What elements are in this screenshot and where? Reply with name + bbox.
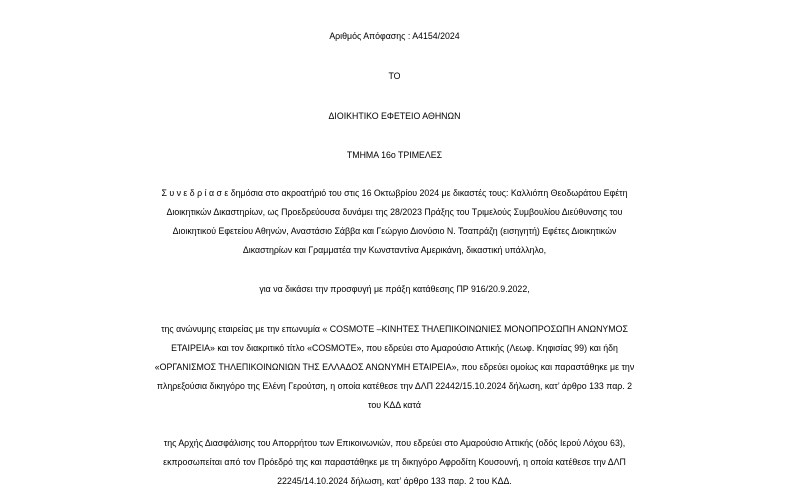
section-heading: ΤΜΗΜΑ 16ο ΤΡΙΜΕΛΕΣ [346,150,443,160]
paragraph-line: 22245/14.10.2024 δήλωση, κατ’ άρθρο 133 παρ. 2 του ΚΔΔ. [277,476,512,486]
paragraph-line: του ΚΔΔ κατά [368,400,421,410]
purpose-line: για να δικάσει την προσφυγή με πράξη κατάθεσης ΠΡ 916/20.9.2022, [259,284,530,294]
paragraph-line: Σ υ ν ε δ ρ ί α σ ε δημόσια στο ακροατήριό του στις 16 Οκτωβρίου 2024 με δικαστές τους: Καλλιόπη Θεοδωράτου Εφέτη [161,188,628,198]
paragraph-line: της ανώνυμης εταιρείας με την επωνυμία « COSMOTE –ΚΙΝΗΤΕΣ ΤΗΛΕΠΙΚΟΙΝΩΝΙΕΣ ΜΟΝΟΠΡΟΣΩΠΗ ΑΝΩΝΥΜΟΣ [161,324,628,334]
paragraph-line: εκπροσωπείται από τον Πρόεδρό της και παραστάθηκε με τη δικηγόρο Αφροδίτη Κουσουνή, η οποία κατέθεσε την ΔΛΠ [163,457,626,467]
article-heading: ΤΟ [388,71,401,81]
paragraph-line: Δικαστηρίων και Γραμματέα την Κωνσταντίνα Αμερικάνη, δικαστική υπάλληλο, [242,245,547,255]
court-name-heading: ΔΙΟΙΚΗΤΙΚΟ ΕΦΕΤΕΙΟ ΑΘΗΝΩΝ [328,111,461,121]
paragraph-line: της Αρχής Διασφάλισης του Απορρήτου των Επικοινωνιών, που εδρεύει στο Αμαρούσιο Αττικής (οδός Ιερού Λόχου 63), [163,438,626,448]
paragraph-line: ΕΤΑΙΡΕΙΑ» και τον διακριτικό τίτλο «COSMOTE», που εδρεύει στο Αμαρούσιο Αττικής (Λεωφ. Κηφισίας 99) και ήδη [171,343,618,353]
paragraph-line: πληρεξούσια δικηγόρο της Ελένη Γερούτση, η οποία κατέθεσε την ΔΛΠ 22442/15.10.2024 δήλωση, κατ’ άρθρο 133 παρ. 2 [156,381,633,391]
paragraph-line: Διοικητικού Εφετείου Αθηνών, Αναστάσιο Σάββα και Γεώργιο Διονύσιο Ν. Τσαπράζη (εισηγητή) Εφέτες Διοικητικών [172,226,617,236]
decision-number: Αριθμός Απόφασης : Α4154/2024 [329,31,460,41]
paragraph-line: «ΟΡΓΑΝΙΣΜΟΣ ΤΗΛΕΠΙΚΟΙΝΩΝΙΩΝ ΤΗΣ ΕΛΛΑΔΟΣ ΑΝΩΝΥΜΗ ΕΤΑΙΡΕΙΑ», που εδρεύει ομοίως και παραστάθηκε με την [154,362,635,372]
paragraph-line: Διοικητικών Δικαστηρίων, ως Προεδρεύουσα δυνάμει της 28/2023 Πράξης του Τριμελούς Συμβουλίου Διεύθυνσης του [166,207,623,217]
